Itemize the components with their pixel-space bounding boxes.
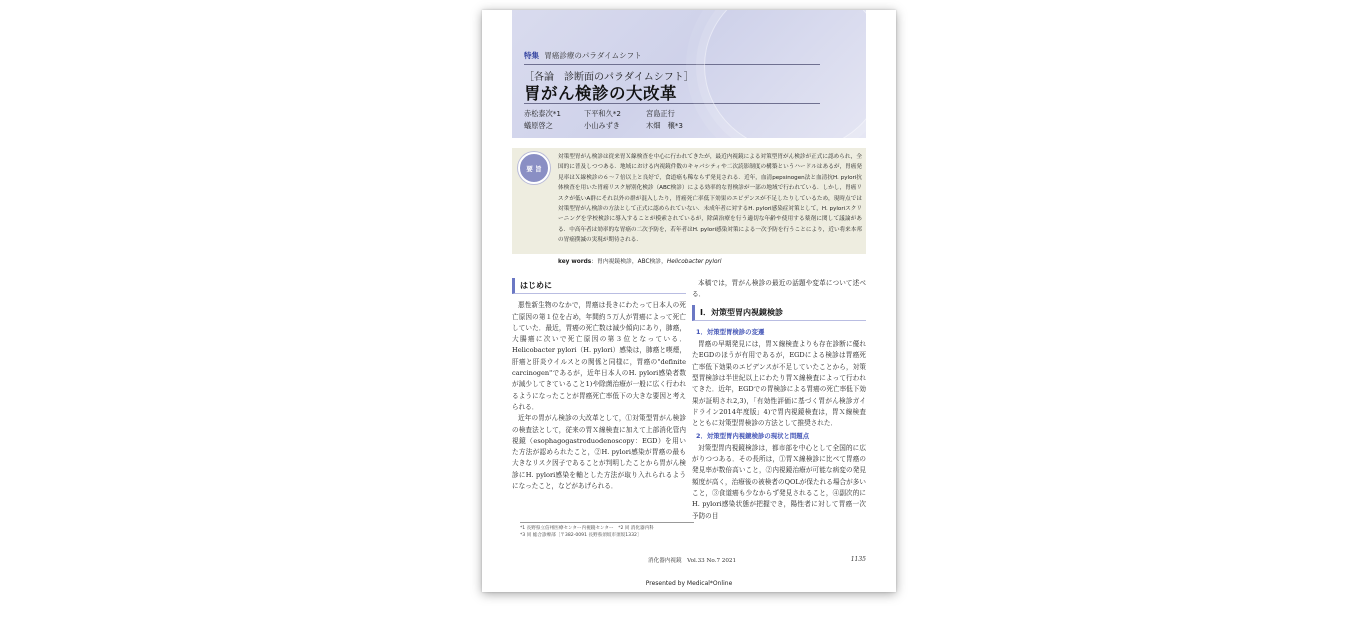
keywords-line xyxy=(558,256,722,265)
page-number: 1135 xyxy=(850,556,866,563)
author-name: 木畑 穣*3 xyxy=(646,121,683,130)
author-name: 下平和久*2 xyxy=(584,109,621,118)
body-paragraph: 近年の胃がん検診の大改革として，①対策型胃がん検診の検査法として，従来の胃Ｘ線検査に加えて上部消化管内視鏡（esophagogastroduodenoscopy：EGD）を用いた方法が認められたこと，②H. pylori感染が胃癌の最も大きなリスク因子であることが判明したことから胃がん検診にH. pylori感染を軸とした方法が取り入れられるようになったこと，などがあげられる． xyxy=(512,414,686,491)
body-paragraph: 胃癌の早期発見には，胃Ｘ線検査よりも存在診断に優れたEGDのほうが有用であるが，EGDによる検診は胃癌死亡率低下効果のエビデンスが不足していたことから，対策型胃検診は半世紀以上にわたり胃Ｘ線検査によって行われてきた．近年，EGDでの胃検診による胃癌の死亡率低下効果が証明され2,3)，「有効性評価に基づく胃がん検診ガイドライン2014年度版」4)で胃内視鏡検査は，胃Ｘ線検査とともに対策型胃検診の方法として推奨された． xyxy=(692,340,866,428)
keywords-label: key words xyxy=(558,259,592,265)
document-page xyxy=(482,10,896,592)
feature-line xyxy=(524,50,642,61)
section-heading-1: Ⅰ．対策型胃内視鏡検診 xyxy=(692,305,866,321)
author-list xyxy=(524,108,726,132)
author-name: 蟻原啓之 xyxy=(524,121,553,130)
body-paragraph: 悪性新生物のなかで，胃癌は長きにわたって日本人の死亡原因の第１位を占め，年間約５万人が胃癌によって死亡していた．最近，胃癌の死亡数は減少傾向にあり，肺癌，大腸癌に次いで死亡原因の第３位となっている．Helicobacter pylori（H. pylori）感染は，肺癌と喫煙，肝癌と肝炎ウイルスとの関係と同様に，胃癌の"definite carcinogen"であるが，近年日本人のH. pylori感染者数が減少してきていること1)や除菌治療が一般に広く行われるようになったことが胃癌死亡率低下の大きな要因と考えられる． xyxy=(512,301,686,411)
feature-tag: 特集 xyxy=(524,51,539,60)
header-divider xyxy=(524,64,820,65)
subsection-heading: 2．対策型胃内視鏡検診の現状と問題点 xyxy=(696,431,810,440)
article-subtitle: ［各論 診断面のパラダイムシフト］ xyxy=(524,72,694,83)
body-paragraph: 対策型胃内視鏡検診は，都市部を中心として全国的に広がりつつある．その長所は，①胃Ｘ線検診に比べて胃癌の発見率が数倍高いこと，②内視鏡治療が可能な病変の発見頻度が高く，治療後の被検者のQOLが保たれる場合が多いこと，③食道癌も少なからず発見されること，④副次的にH. pylori感染状態が把握でき，陽性者に対して胃癌一次予防の目 xyxy=(692,443,866,520)
abstract-badge: 要 旨 xyxy=(518,152,550,184)
keywords-italic: Helicobacter pylori xyxy=(666,259,722,265)
article-title: 胃がん検診の大改革 xyxy=(524,84,677,103)
footnote-line: *3 同 総合診療部［〒382-0091 長野県須坂市須坂1332］ xyxy=(520,533,642,538)
author-footnotes xyxy=(520,522,694,539)
author-name: 赤松泰次*1 xyxy=(524,109,561,118)
author-name: 宮島正行 xyxy=(646,109,675,118)
body-paragraph: 本稿では，胃がん検診の最近の話題や変革について述べる． xyxy=(692,279,866,299)
section-heading-intro: はじめに xyxy=(512,278,686,294)
keywords-text: ：胃内視鏡検診，ABC検診， xyxy=(591,259,667,265)
subsection-heading: 1．対策型胃検診の変遷 xyxy=(696,327,765,336)
author-row xyxy=(524,108,726,120)
author-row xyxy=(524,120,726,132)
left-column xyxy=(512,278,686,492)
title-divider xyxy=(524,103,820,104)
abstract-box xyxy=(512,148,866,254)
right-column xyxy=(692,278,866,522)
abstract-text: 対策型胃がん検診は従来胃Ｘ線検査を中心に行われてきたが，最近内視鏡による対策型胃がん検診が正式に認められ，全国的に普及しつつある．地域における内視鏡件数のキャパシティや二次読影制度の構築というハードルはあるが，胃癌発見率はＸ線検診の６～７倍以上と良好で，食道癌も稀ならず発見される．近年，血清pepsinogen法と血清抗H. pylori抗体検査を用いた胃癌リスク層別化検診（ABC検診）による効率的な胃検診が一部の地域で行われている．しかし，胃癌リスクが低いA群にそれ以外の群が混入したり，胃癌死亡率低下効果のエビデンスが不足したりしているため，現時点では対策型胃がん検診の方法として正式に認められていない．未成年者に対するH. pylori感染症対策として，H. pyloriスクリーニングを学校検診に導入することが模索されているが，除菌治療を行う適切な年齢や使用する薬剤に関して議論がある．中高年者は効率的な胃癌の二次予防を，若年者はH. pylori感染対策による一次予防を行うことにより，近い将来本邦の胃癌撲滅の実現が期待される． xyxy=(558,154,862,244)
feature-title: 胃癌診療のパラダイムシフト xyxy=(544,51,642,60)
journal-footer: 消化器内視鏡 Vol.33 No.7 2021 xyxy=(648,558,737,564)
article-header xyxy=(512,10,866,138)
footnote-line: *1 長野県立信州医療センター内視鏡センター *2 同 消化器内科 xyxy=(520,526,654,531)
presented-by: Presented by Medical*Online xyxy=(645,580,733,587)
author-name: 小山みずき xyxy=(584,121,620,130)
